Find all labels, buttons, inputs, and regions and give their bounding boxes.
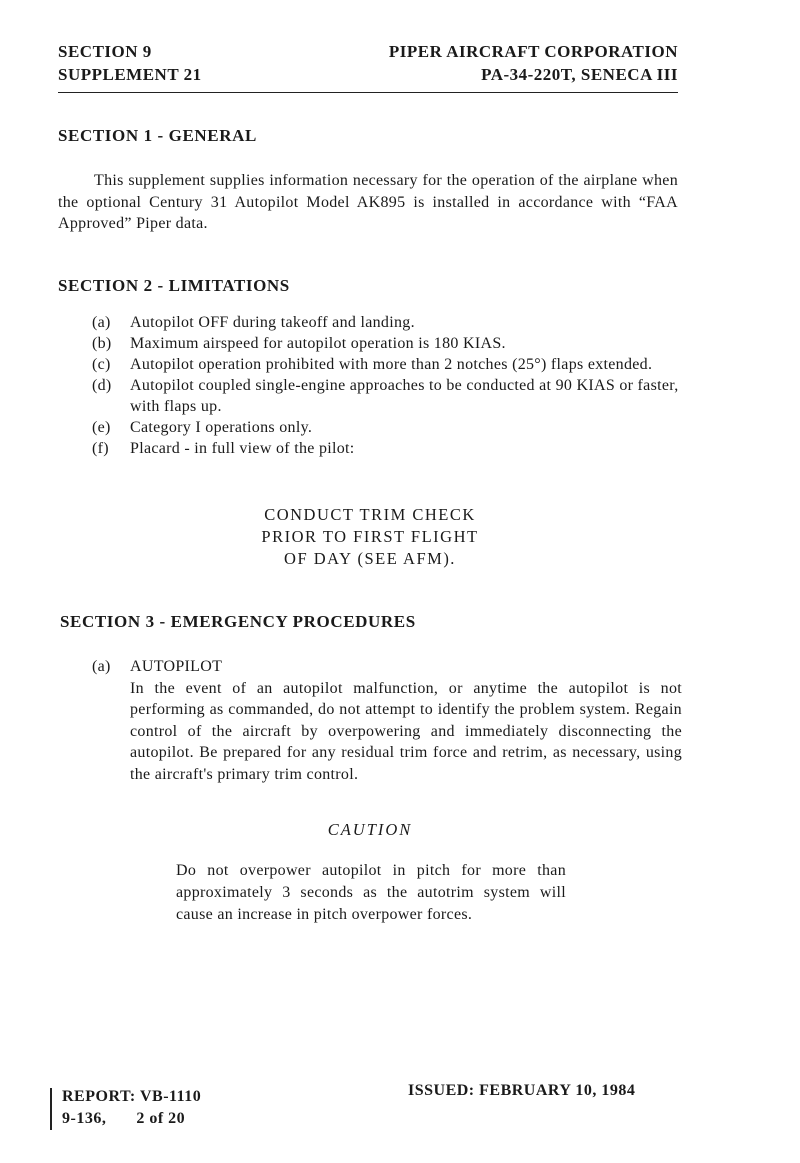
issued-date: ISSUED: FEBRUARY 10, 1984	[408, 1082, 636, 1099]
section-emergency-title: SECTION 3 - EMERGENCY PROCEDURES	[60, 612, 416, 631]
item-text: Autopilot operation prohibited with more than 2 notches (25°) flaps extended.	[130, 356, 653, 373]
item-label: (f)	[92, 440, 109, 457]
general-paragraph: This supplement supplies information necessary for the operation of the airplane when the optional Century 31 Autopilot Model AK895 is installed in accordance with “FAA Approved” Piper data.	[58, 172, 678, 232]
page-info	[62, 1108, 201, 1130]
emergency-item-autopilot	[92, 656, 682, 785]
caution-title: CAUTION	[327, 820, 413, 839]
item-text: Autopilot OFF during takeoff and landing.	[130, 314, 415, 331]
item-label: (c)	[92, 356, 111, 373]
header-left	[58, 40, 202, 86]
section-general-title: SECTION 1 - GENERAL	[58, 126, 257, 145]
item-label: (a)	[92, 314, 111, 331]
placard-line: CONDUCT TRIM CHECK	[264, 505, 476, 524]
item-label: (e)	[92, 419, 111, 436]
limitation-item	[92, 417, 682, 438]
emergency-item-head	[92, 656, 682, 678]
company-name: PIPER AIRCRAFT CORPORATION	[388, 42, 678, 61]
item-title: AUTOPILOT	[130, 658, 223, 675]
change-bar	[50, 1088, 52, 1130]
item-text: Maximum airspeed for autopilot operation is 180 KIAS.	[130, 335, 506, 352]
caution-text: Do not overpower autopilot in pitch for more than approximately 3 seconds as the autotrim system will cause an increase in pitch overpower forces.	[176, 862, 566, 923]
limitations-list	[92, 312, 682, 459]
limitation-item	[92, 312, 682, 333]
header-divider	[58, 92, 678, 93]
item-label: (d)	[92, 377, 112, 394]
section-number: SECTION 9	[58, 42, 152, 61]
report-number: REPORT: VB-1110	[62, 1088, 202, 1105]
header-right	[389, 40, 678, 86]
limitation-item	[92, 333, 682, 354]
limitation-item	[92, 438, 682, 459]
footer-left	[62, 1086, 201, 1130]
item-text: In the event of an autopilot malfunction, or anytime the autopilot is not performing as commanded, do not attempt to identify the problem system. Regain control of the aircraft by overpowering and immediately disconnecting the autopilot. Be prepared for any residual trim force and retrim, as necessary, using the aircraft's primary trim control.	[130, 679, 682, 783]
supplement-number: SUPPLEMENT 21	[58, 65, 202, 84]
placard-line: PRIOR TO FIRST FLIGHT	[261, 527, 479, 546]
item-text: Autopilot coupled single-engine approaches to be conducted at 90 KIAS or faster, with flaps up.	[130, 377, 679, 415]
limitation-item	[92, 354, 682, 375]
item-label: (a)	[92, 658, 111, 675]
limitation-item	[92, 375, 682, 417]
placard	[200, 504, 540, 570]
item-text: Category I operations only.	[130, 419, 313, 436]
aircraft-model: PA-34-220T, SENECA III	[481, 65, 678, 84]
page-of: 2 of 20	[136, 1110, 186, 1127]
placard-line: OF DAY (SEE AFM).	[284, 549, 456, 568]
item-label: (b)	[92, 335, 112, 352]
page-number: 9-136,	[62, 1110, 107, 1127]
section-limitations-title: SECTION 2 - LIMITATIONS	[58, 276, 290, 295]
item-text: Placard - in full view of the pilot:	[130, 440, 355, 457]
